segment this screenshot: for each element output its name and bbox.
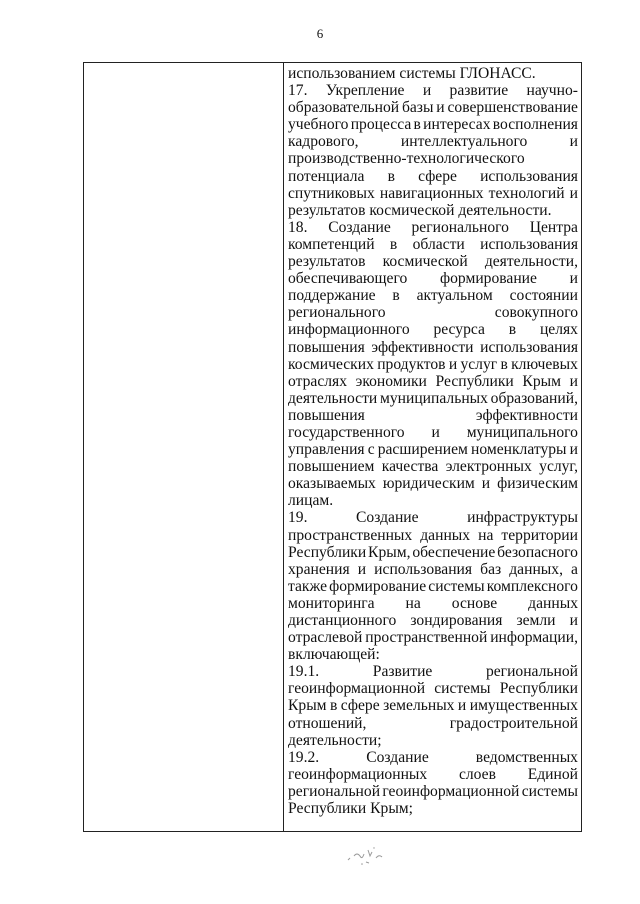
text-word: учебного bbox=[288, 116, 349, 134]
text-word: имущественных bbox=[469, 697, 578, 715]
text-line bbox=[288, 339, 578, 356]
text-word: Укрепление bbox=[325, 82, 405, 100]
text-line bbox=[288, 304, 578, 321]
text-word: и bbox=[569, 372, 578, 390]
text-line bbox=[288, 287, 578, 304]
text-word: также bbox=[288, 577, 327, 595]
text-word: регионального bbox=[288, 304, 386, 322]
text-word: 19.1. bbox=[288, 663, 320, 681]
text-line bbox=[288, 800, 578, 817]
text-word: технологий bbox=[488, 184, 565, 202]
left-cell-text bbox=[84, 63, 283, 65]
text-word: отношений, bbox=[288, 714, 367, 732]
text-line bbox=[288, 475, 578, 492]
text-word: продуктов bbox=[377, 355, 446, 373]
text-line bbox=[288, 168, 578, 185]
text-word: целях bbox=[539, 321, 578, 339]
text-line bbox=[288, 595, 578, 612]
text-word: обеспечивающего bbox=[288, 270, 408, 288]
text-word: безопасного bbox=[497, 543, 578, 561]
text-line bbox=[288, 509, 578, 526]
text-line bbox=[288, 270, 578, 287]
text-word: образований, bbox=[490, 389, 578, 407]
text-word: и bbox=[569, 441, 578, 459]
text-word: образовательной bbox=[288, 99, 400, 117]
text-word: лицам. bbox=[288, 492, 334, 510]
text-word: эффективности bbox=[475, 406, 578, 424]
text-word: отраслевой bbox=[288, 629, 363, 647]
text-word: Создание bbox=[366, 748, 429, 766]
right-cell-text bbox=[284, 63, 581, 817]
text-line bbox=[288, 561, 578, 578]
text-line bbox=[288, 646, 578, 663]
text-word: Республики bbox=[499, 680, 578, 698]
text-word: 19. bbox=[288, 509, 308, 527]
text-word: Создание bbox=[328, 218, 391, 236]
text-word: актуальном bbox=[416, 287, 493, 305]
text-word: юридическим bbox=[382, 475, 475, 493]
text-word: регионального bbox=[411, 218, 509, 236]
text-word: системы bbox=[434, 680, 491, 698]
text-word: Крым bbox=[288, 697, 327, 715]
text-line bbox=[288, 390, 578, 407]
text-word: Центра bbox=[529, 218, 578, 236]
text-line bbox=[288, 492, 578, 509]
text-word: процесса bbox=[350, 116, 412, 134]
text-word: дистанционного bbox=[288, 612, 397, 629]
document-table bbox=[83, 62, 582, 832]
text-line bbox=[288, 219, 578, 236]
text-word: производственно-технологического bbox=[288, 150, 525, 168]
text-word: деятельности; bbox=[288, 731, 382, 749]
text-word: использования bbox=[480, 235, 578, 253]
text-word: системы bbox=[521, 782, 578, 800]
text-word: в bbox=[392, 287, 400, 305]
text-word: комплексного bbox=[486, 577, 578, 595]
text-line bbox=[288, 356, 578, 373]
text-word: управления bbox=[288, 441, 365, 459]
text-word: данных, bbox=[509, 560, 563, 578]
text-word: 18. bbox=[288, 218, 308, 236]
text-word: геоинформационных bbox=[288, 765, 428, 783]
text-word: территории bbox=[501, 526, 578, 544]
text-word: информационного bbox=[288, 321, 410, 339]
right-cell bbox=[284, 63, 582, 832]
text-word: Крым, bbox=[368, 543, 411, 561]
text-word: оказываемых bbox=[288, 475, 376, 493]
text-word: потенциала bbox=[288, 167, 365, 185]
text-word: и bbox=[436, 99, 445, 117]
table-row bbox=[84, 63, 582, 832]
text-word: данных bbox=[528, 594, 578, 612]
text-line bbox=[288, 150, 578, 167]
text-word: муниципального bbox=[466, 423, 578, 441]
text-word: интересах bbox=[423, 116, 491, 134]
text-word: и bbox=[448, 355, 458, 373]
text-word: хранения bbox=[288, 560, 350, 578]
text-line bbox=[288, 458, 578, 475]
text-word: использованием системы ГЛОНАСС. bbox=[288, 65, 536, 82]
text-word: пространственных bbox=[288, 526, 413, 544]
text-word: и bbox=[431, 423, 440, 441]
text-word: совершенствование bbox=[447, 99, 578, 117]
page-number: 6 bbox=[316, 26, 324, 41]
text-word: в bbox=[508, 321, 517, 339]
text-word: ресурса bbox=[433, 321, 485, 339]
text-word: в bbox=[387, 167, 395, 185]
text-word: слоев bbox=[458, 765, 496, 783]
text-line bbox=[288, 612, 578, 629]
text-word: кадрового, bbox=[288, 133, 359, 151]
text-line bbox=[288, 202, 578, 219]
text-word: Крым bbox=[522, 372, 561, 390]
text-word: на bbox=[478, 526, 494, 544]
text-line bbox=[288, 253, 578, 270]
text-word: в bbox=[413, 116, 421, 134]
text-word: повышением bbox=[288, 458, 375, 476]
text-word: результатов bbox=[288, 253, 366, 271]
text-word: области bbox=[412, 235, 465, 253]
text-line bbox=[288, 321, 578, 338]
text-word: электронных bbox=[445, 458, 532, 476]
text-word: региональной bbox=[288, 782, 381, 800]
text-word: в bbox=[500, 355, 508, 373]
text-word: использования bbox=[480, 338, 578, 356]
text-word: ключевых bbox=[511, 355, 578, 373]
text-word: пространственной bbox=[365, 629, 488, 647]
text-word: и bbox=[422, 82, 432, 100]
text-word: инфраструктуры bbox=[467, 509, 578, 527]
text-word: космической bbox=[382, 253, 468, 271]
text-line bbox=[288, 715, 578, 732]
text-line bbox=[288, 99, 578, 116]
text-line bbox=[288, 527, 578, 544]
text-word: в bbox=[329, 697, 338, 715]
text-word: экономики bbox=[355, 372, 427, 390]
text-word: геоинформационной bbox=[288, 680, 426, 698]
text-word: поддержание bbox=[288, 287, 376, 305]
text-line bbox=[288, 424, 578, 441]
text-word: региональной bbox=[485, 663, 578, 681]
text-word: номенклатуры bbox=[471, 441, 567, 459]
text-word: Республики bbox=[288, 543, 367, 561]
text-word: основе bbox=[451, 594, 498, 612]
text-word: услуг bbox=[460, 355, 498, 373]
text-word: и bbox=[357, 560, 367, 578]
text-word: совокупного bbox=[494, 304, 578, 322]
text-word: расширением bbox=[377, 441, 468, 459]
text-word: формирование bbox=[439, 270, 537, 288]
text-word: и bbox=[569, 133, 578, 151]
text-line bbox=[288, 629, 578, 646]
text-word: включающей: bbox=[288, 646, 380, 664]
text-word: баз bbox=[480, 560, 502, 578]
text-word: Единой bbox=[527, 765, 578, 783]
text-line bbox=[288, 697, 578, 714]
text-word: отраслях bbox=[288, 372, 347, 390]
text-word: Республики bbox=[435, 372, 514, 390]
text-word: обеспечение bbox=[412, 543, 496, 561]
text-word: эффективности bbox=[371, 338, 474, 356]
text-word: спутниковых bbox=[288, 184, 375, 202]
text-word: геоинформационной bbox=[382, 782, 520, 800]
text-word: использования bbox=[480, 167, 578, 185]
text-word: качества bbox=[381, 458, 439, 476]
text-word: а bbox=[571, 560, 578, 578]
text-word: использования bbox=[374, 560, 473, 578]
text-line bbox=[288, 732, 578, 749]
text-word: сфере bbox=[418, 167, 457, 185]
text-word: градостроительной bbox=[449, 714, 578, 732]
text-word: земельных bbox=[383, 697, 455, 715]
text-word: Республики Крым; bbox=[288, 800, 414, 818]
text-word: компетенций bbox=[288, 235, 375, 253]
text-line bbox=[288, 373, 578, 390]
text-word: Создание bbox=[356, 509, 419, 527]
text-word: и bbox=[457, 697, 467, 715]
left-cell bbox=[84, 63, 284, 832]
text-word: базы bbox=[401, 99, 434, 117]
text-word: результатов космической деятельности. bbox=[288, 201, 552, 219]
text-word: муниципальных bbox=[379, 389, 488, 407]
text-word: формирование bbox=[329, 577, 427, 595]
text-word: Развитие bbox=[372, 663, 433, 681]
text-word: повышения bbox=[288, 338, 365, 356]
scan-mark-icon bbox=[342, 842, 392, 868]
text-word: ведомственных bbox=[475, 748, 578, 766]
text-line bbox=[288, 236, 578, 253]
text-word: космических bbox=[288, 355, 374, 373]
text-line bbox=[288, 783, 578, 800]
text-word: и bbox=[569, 612, 578, 629]
text-line bbox=[288, 663, 578, 680]
text-word: состоянии bbox=[509, 287, 578, 305]
text-word: услуг, bbox=[539, 458, 578, 476]
text-line bbox=[288, 65, 578, 82]
text-line bbox=[288, 407, 578, 424]
text-word: в bbox=[389, 235, 398, 253]
text-word: и bbox=[569, 270, 578, 288]
text-word: интеллектуального bbox=[400, 133, 528, 151]
text-word: сфере bbox=[340, 697, 380, 715]
text-word: физическим bbox=[497, 475, 578, 493]
text-word: навигационных bbox=[379, 184, 484, 202]
text-line bbox=[288, 578, 578, 595]
text-line bbox=[288, 441, 578, 458]
text-word: восполнения bbox=[492, 116, 578, 134]
text-word: информации, bbox=[490, 629, 578, 647]
text-word: 19.2. bbox=[288, 748, 320, 766]
text-word: 17. bbox=[288, 82, 308, 100]
text-word: зондирования bbox=[410, 612, 503, 629]
text-word: мониторинга bbox=[288, 594, 375, 612]
text-line bbox=[288, 133, 578, 150]
text-word: деятельности, bbox=[484, 253, 578, 271]
text-word: государственного bbox=[288, 423, 405, 441]
text-word: земли bbox=[516, 612, 556, 629]
text-word: научно- bbox=[526, 82, 578, 100]
text-word: развитие bbox=[449, 82, 509, 100]
text-word: и bbox=[569, 184, 578, 202]
text-line bbox=[288, 82, 578, 99]
text-line bbox=[288, 185, 578, 202]
text-word: системы bbox=[428, 577, 485, 595]
text-word: и bbox=[481, 475, 491, 493]
text-line bbox=[288, 680, 578, 697]
text-line bbox=[288, 116, 578, 133]
text-word: повышения bbox=[288, 406, 365, 424]
text-word: с bbox=[367, 441, 375, 459]
text-word: деятельности bbox=[288, 389, 378, 407]
text-line bbox=[288, 766, 578, 783]
text-line bbox=[288, 749, 578, 766]
text-word: на bbox=[405, 594, 421, 612]
text-word: данных bbox=[420, 526, 471, 544]
text-line bbox=[288, 544, 578, 561]
